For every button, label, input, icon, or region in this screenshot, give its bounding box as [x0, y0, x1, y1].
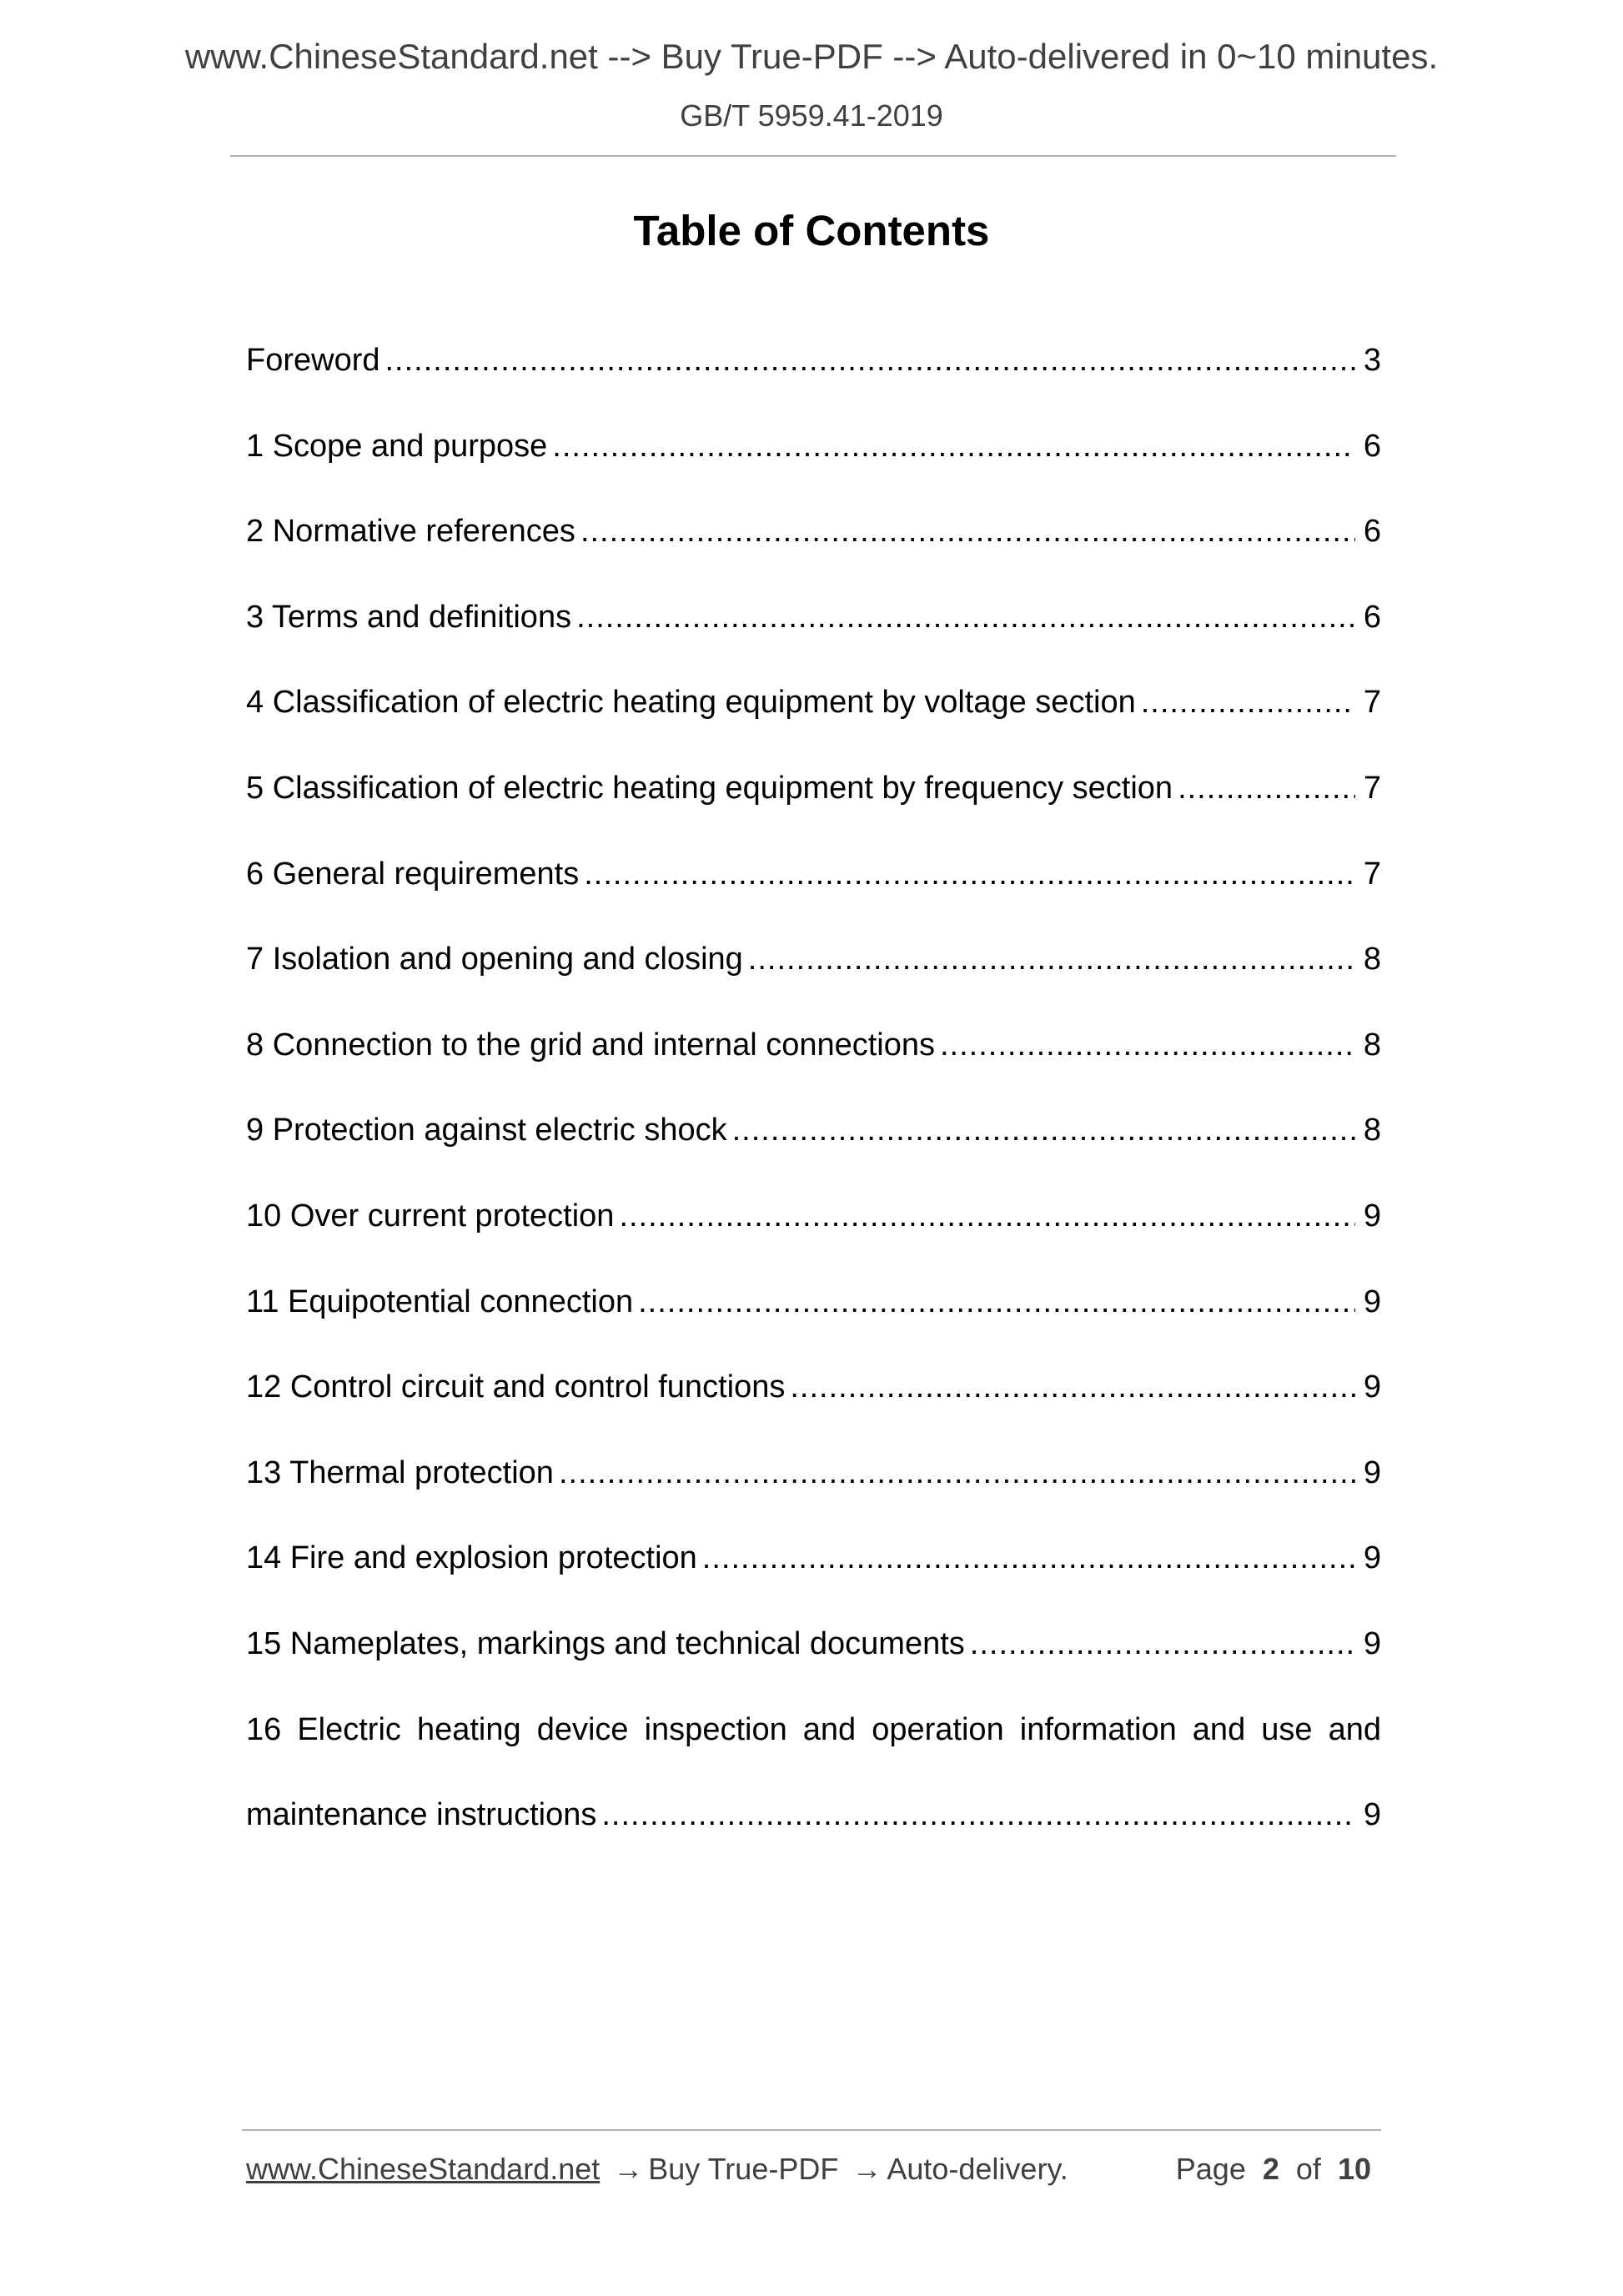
toc-label: 8 Connection to the grid and internal connections	[246, 1027, 935, 1063]
header-banner: www.ChineseStandard.net --> Buy True-PDF --> Auto-delivered in 0~10 minutes.	[184, 37, 1439, 76]
dot-leader	[1178, 765, 1355, 811]
dot-leader	[702, 1535, 1355, 1581]
toc-page-number: 8	[1363, 1027, 1381, 1063]
dot-leader	[790, 1364, 1355, 1410]
toc-entry-inspection-and-maintenance[interactable]	[246, 1706, 1381, 1877]
toc-entry-equipotential-connection[interactable]	[246, 1279, 1381, 1364]
toc-page-number: 6	[1363, 514, 1381, 550]
footer-site-link[interactable]: www.ChineseStandard.net	[246, 2152, 600, 2186]
table-of-contents	[246, 337, 1381, 1877]
toc-label: 3 Terms and definitions	[246, 599, 572, 635]
toc-entry-fire-explosion-protection[interactable]	[246, 1535, 1381, 1620]
toc-label: 13 Thermal protection	[246, 1454, 554, 1490]
toc-entry-nameplates[interactable]	[246, 1620, 1381, 1706]
toc-label: 10 Over current protection	[246, 1198, 615, 1233]
toc-entry-over-current-protection[interactable]	[246, 1193, 1381, 1279]
toc-label: 15 Nameplates, markings and technical documents	[246, 1625, 965, 1661]
toc-page-number: 8	[1363, 1113, 1381, 1148]
toc-entry-frequency-classification[interactable]	[246, 765, 1381, 851]
toc-label: 12 Control circuit and control functions	[246, 1369, 786, 1405]
toc-page-number: 9	[1363, 1797, 1381, 1833]
header-divider	[230, 155, 1396, 157]
toc-page-number: 6	[1363, 428, 1381, 464]
toc-label: 1 Scope and purpose	[246, 428, 548, 464]
toc-label: 6 General requirements	[246, 856, 580, 892]
toc-entry-isolation[interactable]	[246, 936, 1381, 1022]
footer-delivery-text: Auto-delivery.	[887, 2152, 1068, 2186]
page-of: of	[1295, 2152, 1321, 2186]
toc-entry-general-requirements[interactable]	[246, 851, 1381, 937]
toc-label: 14 Fire and explosion protection	[246, 1540, 697, 1576]
toc-entry-scope-and-purpose[interactable]	[246, 423, 1381, 509]
toc-label: 9 Protection against electric shock	[246, 1113, 727, 1148]
toc-page-number: 9	[1363, 1369, 1381, 1405]
toc-page-number: 9	[1363, 1540, 1381, 1576]
toc-page-number: 7	[1363, 685, 1381, 721]
toc-page-number: 7	[1363, 856, 1381, 892]
toc-label: 5 Classification of electric heating equipment by frequency section	[246, 770, 1173, 806]
page-title: Table of Contents	[633, 207, 990, 254]
toc-page-number: 3	[1363, 343, 1381, 378]
dot-leader	[638, 1279, 1355, 1325]
dot-leader	[1141, 679, 1355, 726]
toc-label-line1: 16 Electric heating device inspection and operation information and use and	[246, 1711, 1381, 1747]
toc-entry-grid-connection[interactable]	[246, 1022, 1381, 1108]
dot-leader	[580, 508, 1355, 555]
page-word: Page	[1175, 2152, 1246, 2186]
page-total: 10	[1337, 2152, 1371, 2186]
toc-entry-electric-shock-protection[interactable]	[246, 1107, 1381, 1193]
dot-leader	[552, 423, 1355, 470]
toc-label: 2 Normative references	[246, 514, 575, 550]
dot-leader	[584, 851, 1355, 897]
page-current: 2	[1262, 2152, 1279, 2186]
dot-leader	[559, 1449, 1355, 1496]
toc-label: 4 Classification of electric heating equipment by voltage section	[246, 685, 1136, 721]
toc-label-line2: maintenance instructions	[246, 1797, 597, 1833]
dot-leader	[748, 936, 1355, 982]
dot-leader	[970, 1620, 1355, 1667]
toc-entry-foreword[interactable]	[246, 337, 1381, 423]
toc-page-number: 9	[1363, 1198, 1381, 1233]
toc-entry-normative-references[interactable]	[246, 508, 1381, 594]
toc-page-number: 9	[1363, 1625, 1381, 1661]
page-indicator	[1176, 2152, 1371, 2187]
toc-label: 11 Equipotential connection	[246, 1284, 634, 1319]
footer-divider	[242, 2129, 1381, 2131]
toc-entry-voltage-classification[interactable]	[246, 679, 1381, 765]
dot-leader	[732, 1107, 1355, 1153]
toc-page-number: 9	[1363, 1284, 1381, 1319]
footer	[246, 2152, 1381, 2187]
dot-leader	[601, 1791, 1355, 1838]
toc-entry-terms-and-definitions[interactable]	[246, 594, 1381, 680]
toc-label: 7 Isolation and opening and closing	[246, 942, 743, 977]
arrow-right-icon: →	[852, 2152, 882, 2186]
toc-page-number: 6	[1363, 599, 1381, 635]
toc-page-number: 8	[1363, 942, 1381, 977]
toc-entry-control-circuit[interactable]	[246, 1364, 1381, 1449]
toc-page-number: 7	[1363, 770, 1381, 806]
arrow-right-icon: →	[613, 2152, 644, 2186]
dot-leader	[385, 337, 1355, 384]
dot-leader	[940, 1022, 1355, 1068]
footer-buy-text: Buy True-PDF	[648, 2152, 839, 2186]
document-id: GB/T 5959.41-2019	[680, 98, 943, 133]
toc-entry-thermal-protection[interactable]	[246, 1449, 1381, 1535]
toc-label: Foreword	[246, 343, 380, 378]
dot-leader	[619, 1193, 1354, 1239]
toc-page-number: 9	[1363, 1454, 1381, 1490]
dot-leader	[576, 594, 1355, 641]
